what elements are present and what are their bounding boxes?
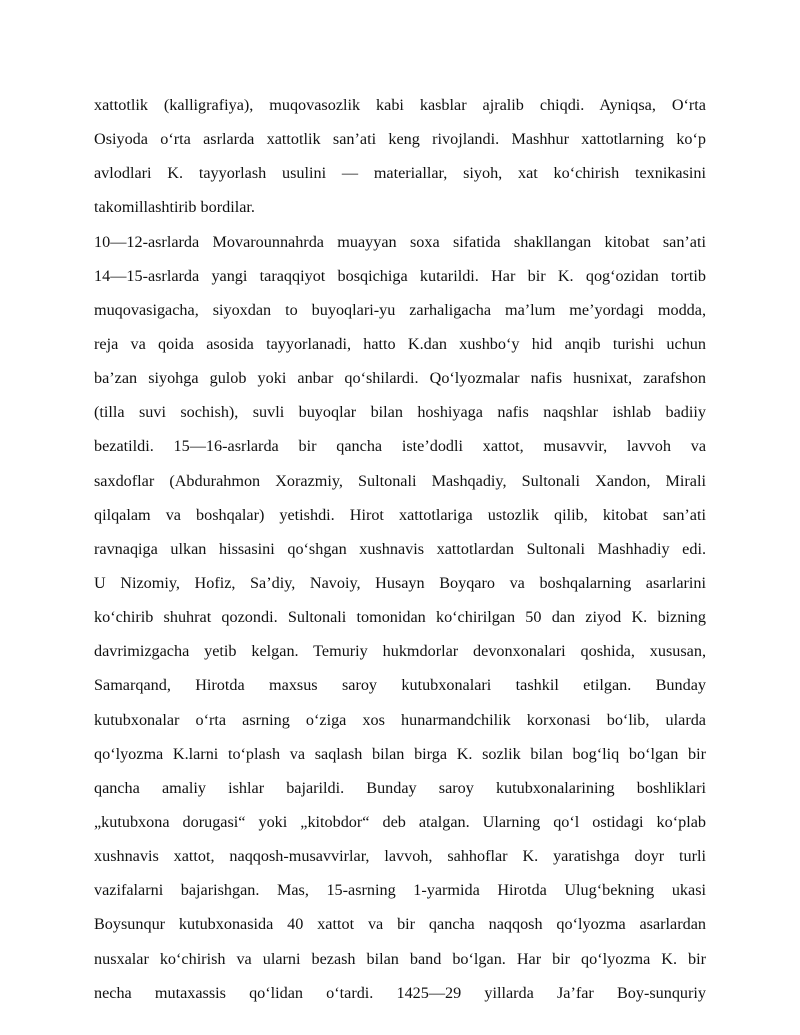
text-line: 10—12-asrlarda Movarounnahrda muayyan soxa sifatida shakllangan kitobat san’ati	[94, 232, 706, 251]
text-line: nusxalar ko‘chirish va ularni bezash bilan band bo‘lgan. Har bir qo‘lyozma K. bir	[94, 949, 706, 968]
text-line: ba’zan siyohga gulob yoki anbar qo‘shilardi. Qo‘lyozmalar nafis husnixat, zarafshon	[94, 369, 706, 388]
text-line: davrimizgacha yetib kelgan. Temuriy hukmdorlar devonxonalari qoshida, xususan,	[94, 642, 706, 661]
text-line: vazifalarni bajarishgan. Mas, 15-asrning 1-yarmida Hirotda Ulug‘bekning ukasi	[94, 881, 706, 900]
text-line: (tilla suvi sochish), suvli buyoqlar bilan hoshiyaga nafis naqshlar ishlab badiiy	[94, 403, 706, 422]
text-line: necha mutaxassis qo‘lidan o‘tardi. 1425—29 yillarda Ja’far Boy-sunquriy	[94, 983, 706, 1002]
text-line: bezatildi. 15—16-asrlarda bir qancha iste’dodli xattot, musavvir, lavvoh va	[94, 437, 706, 456]
text-line: qilqalam va boshqalar) yetishdi. Hirot xattotlariga ustozlik qilib, kitobat san’ati	[94, 505, 706, 524]
text-line: kutubxonalar o‘rta asrning o‘ziga xos hunarmandchilik korxonasi bo‘lib, ularda	[94, 710, 706, 729]
text-line: U Nizomiy, Hofiz, Sa’diy, Navoiy, Husayn Boyqaro va boshqalarning asarlarini	[94, 573, 706, 592]
text-line: reja va qoida asosida tayyorlanadi, hatto K.dan xushbo‘y hid anqib turishi uchun	[94, 334, 706, 353]
text-line: saxdoflar (Abdurahmon Xorazmiy, Sultonali Mashqadiy, Sultonali Xandon, Mirali	[94, 471, 706, 490]
text-line: xattotlik (kalligrafiya), muqovasozlik kabi kasblar ajralib chiqdi. Ayniqsa, O‘rta	[94, 96, 706, 114]
text-line: xushnavis xattot, naqqosh-musavvirlar, lavvoh, sahhoflar K. yaratishga doyr turli	[94, 847, 706, 866]
text-line: muqovasigacha, siyoxdan to buyoqlari-yu zarhaligacha ma’lum me’yordagi modda,	[94, 300, 706, 319]
body-text	[94, 88, 706, 1010]
text-line: Boysunqur kutubxonasida 40 xattot va bir qancha naqqosh qo‘lyozma asarlardan	[94, 915, 706, 934]
text-line: avlodlari K. tayyorlash usulini — materiallar, siyoh, xat ko‘chirish texnikasini	[94, 164, 706, 183]
text-line: Osiyoda o‘rta asrlarda xattotlik san’ati keng rivojlandi. Mashhur xattotlarning ko‘p	[94, 130, 706, 149]
text-line: Samarqand, Hirotda maxsus saroy kutubxonalari tashkil etilgan. Bunday	[94, 676, 706, 695]
text-line: qancha amaliy ishlar bajarildi. Bunday saroy kutubxonalarining boshliklari	[94, 778, 706, 797]
text-line: „kutubxona dorugasi“ yoki „kitobdor“ deb atalgan. Ularning qo‘l ostidagi ko‘plab	[94, 812, 706, 831]
text-line: ravnaqiga ulkan hissasini qo‘shgan xushnavis xattotlardan Sultonali Mashhadiy edi.	[94, 539, 706, 558]
text-line: qo‘lyozma K.larni to‘plash va saqlash bilan birga K. sozlik bilan bog‘liq bo‘lgan bir	[94, 744, 706, 763]
text-line: takomillashtirib bordilar.	[94, 198, 255, 217]
text-line: 14—15-asrlarda yangi taraqqiyot bosqichiga kutarildi. Har bir K. qog‘ozidan tortib	[94, 266, 706, 285]
text-line: ko‘chirib shuhrat qozondi. Sultonali tomonidan ko‘chirilgan 50 dan ziyod K. bizning	[94, 608, 706, 627]
